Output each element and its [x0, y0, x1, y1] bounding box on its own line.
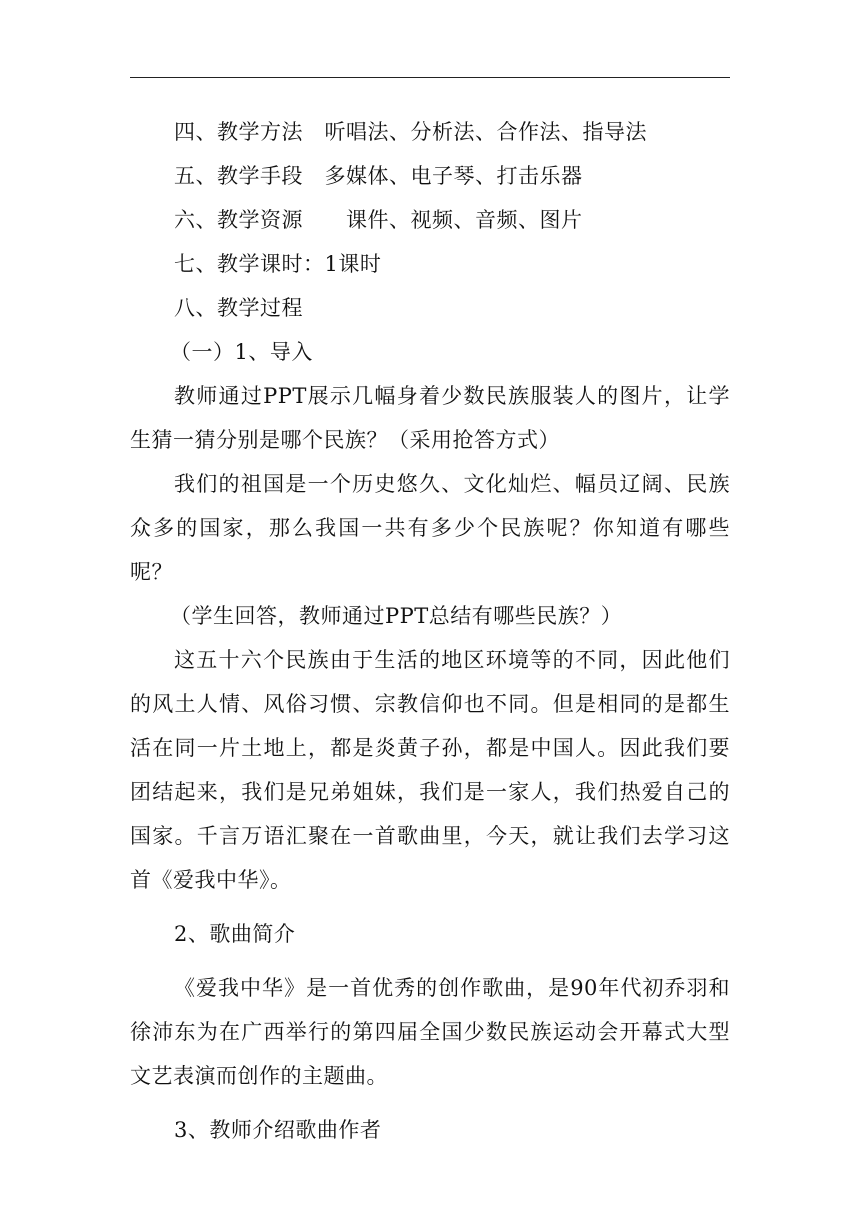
document-body — [130, 110, 730, 1152]
teaching-method-line: 四、教学方法 听唱法、分析法、合作法、指导法 — [174, 120, 647, 144]
header-rule — [130, 77, 730, 78]
teaching-resources-line: 六、教学资源 课件、视频、音频、图片 — [174, 208, 583, 232]
teaching-hours-line: 七、教学课时：1课时 — [174, 252, 382, 276]
paragraph-fifty-six-nations: 这五十六个民族由于生活的地区环境等的不同，因此他们的风土人情、风俗习惯、宗教信仰也不同。但是相同的是都生活在同一片土地上，都是炎黄子孙，都是中国人。因此我们要团结起来，我们是兄弟姐妹，我们是一家人，我们热爱自己的国家。千言万语汇聚在一首歌曲里，今天，就让我们去学习这首《爱我中华》。 — [130, 648, 730, 892]
paragraph-ppt-images: 教师通过PPT展示几幅身着少数民族服装人的图片，让学生猜一猜分别是哪个民族？（采用抢答方式） — [130, 384, 730, 452]
song-intro-heading: 2、歌曲简介 — [174, 922, 296, 946]
teaching-means-line: 五、教学手段 多媒体、电子琴、打击乐器 — [174, 164, 583, 188]
song-author-heading: 3、教师介绍歌曲作者 — [174, 1118, 382, 1142]
teaching-process-heading: 八、教学过程 — [174, 296, 303, 320]
paragraph-song-intro: 《爱我中华》是一首优秀的创作歌曲，是90年代初乔羽和徐沛东为在广西举行的第四届全国少数民族运动会开幕式大型文艺表演而创作的主题曲。 — [130, 976, 730, 1088]
paragraph-motherland: 我们的祖国是一个历史悠久、文化灿烂、幅员辽阔、民族众多的国家，那么我国一共有多少个民族呢？你知道有哪些呢？ — [130, 472, 730, 584]
intro-heading: （一）1、导入 — [170, 340, 313, 364]
paragraph-student-answer: （学生回答，教师通过PPT总结有哪些民族？） — [170, 604, 623, 628]
